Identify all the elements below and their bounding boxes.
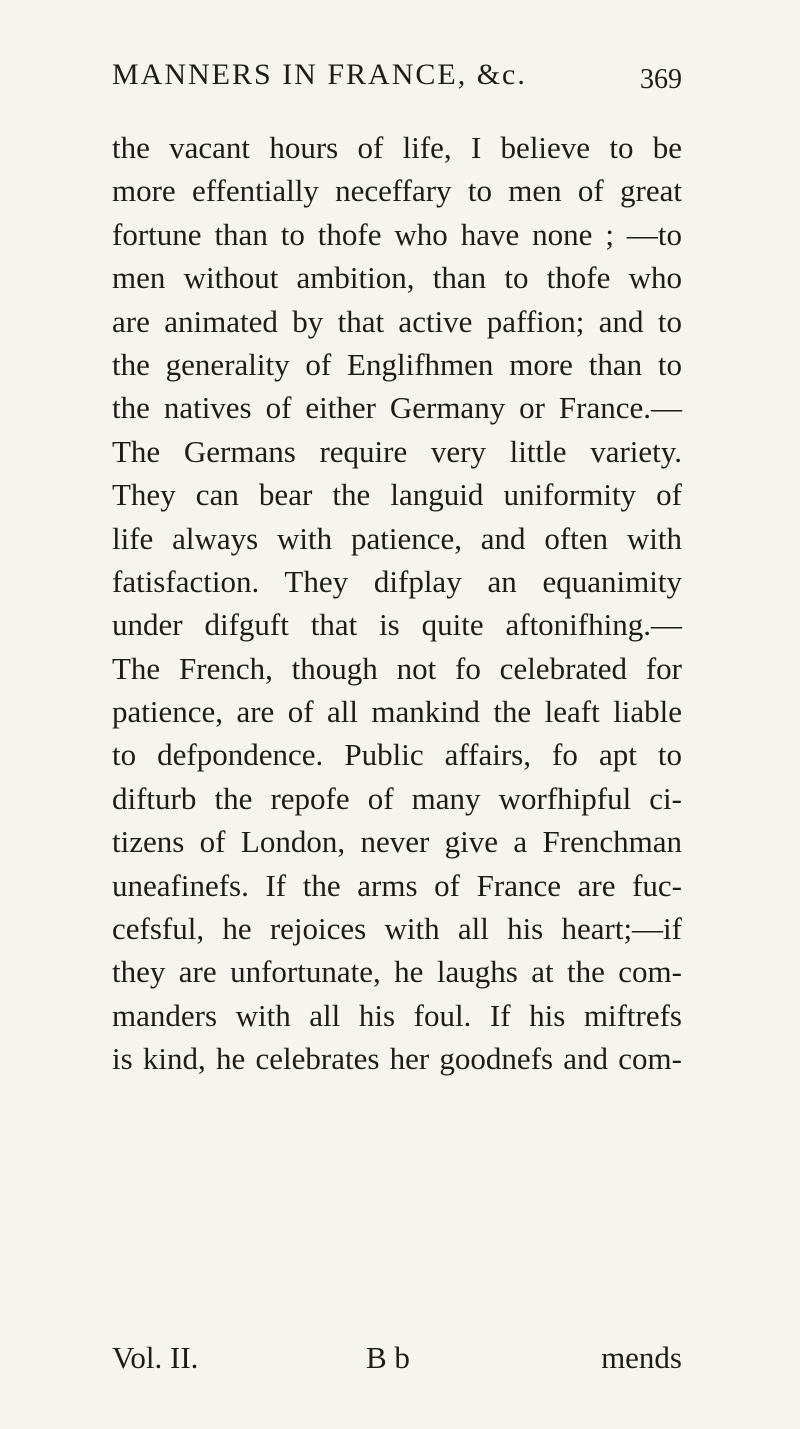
text-line: fatisfaction. They difplay an equanimity bbox=[112, 563, 682, 599]
text-line: The French, though not fo celebrated for bbox=[112, 650, 682, 686]
page-footer bbox=[112, 1340, 682, 1385]
text-line: manders with all his foul. If his miftrefs bbox=[112, 997, 682, 1033]
volume-label: Vol. II. bbox=[112, 1340, 199, 1375]
text-line: more effentially neceffary to men of great bbox=[112, 173, 682, 209]
signature-mark: B b bbox=[366, 1340, 410, 1375]
text-line: to defpondence. Public affairs, fo apt to bbox=[112, 737, 682, 773]
text-line: the generality of Englifhmen more than to bbox=[112, 346, 682, 382]
text-line: patience, are of all mankind the leaft liable bbox=[112, 694, 682, 730]
text-line: tizens of London, never give a Frenchman bbox=[112, 824, 682, 860]
running-title: MANNERS IN FRANCE, &c. bbox=[112, 58, 527, 91]
text-line: they are unfortunate, he laughs at the com- bbox=[112, 954, 682, 990]
text-line: the natives of either Germany or France.— bbox=[112, 390, 682, 426]
text-line: life always with patience, and often with bbox=[112, 520, 682, 556]
page-number: 369 bbox=[640, 64, 682, 95]
text-line: under difguft that is quite aftonifhing.— bbox=[112, 607, 682, 643]
text-line: are animated by that active paffion; and to bbox=[112, 303, 682, 339]
text-line: cefsful, he rejoices with all his heart;—if bbox=[112, 911, 682, 947]
text-line: men without ambition, than to thofe who bbox=[112, 260, 682, 296]
text-line: difturb the repofe of many worfhipful ci- bbox=[112, 780, 682, 816]
body-text bbox=[112, 126, 682, 1081]
catchword: mends bbox=[601, 1340, 682, 1375]
text-line: is kind, he celebrates her goodnefs and com- bbox=[112, 1041, 682, 1077]
text-line: They can bear the languid uniformity of bbox=[112, 477, 682, 513]
text-line: uneafinefs. If the arms of France are fuc- bbox=[112, 867, 682, 903]
text-line: The Germans require very little variety. bbox=[112, 433, 682, 469]
text-line: fortune than to thofe who have none ; —to bbox=[112, 216, 682, 252]
text-line: the vacant hours of life, I believe to be bbox=[112, 130, 682, 165]
page-header bbox=[112, 58, 682, 98]
